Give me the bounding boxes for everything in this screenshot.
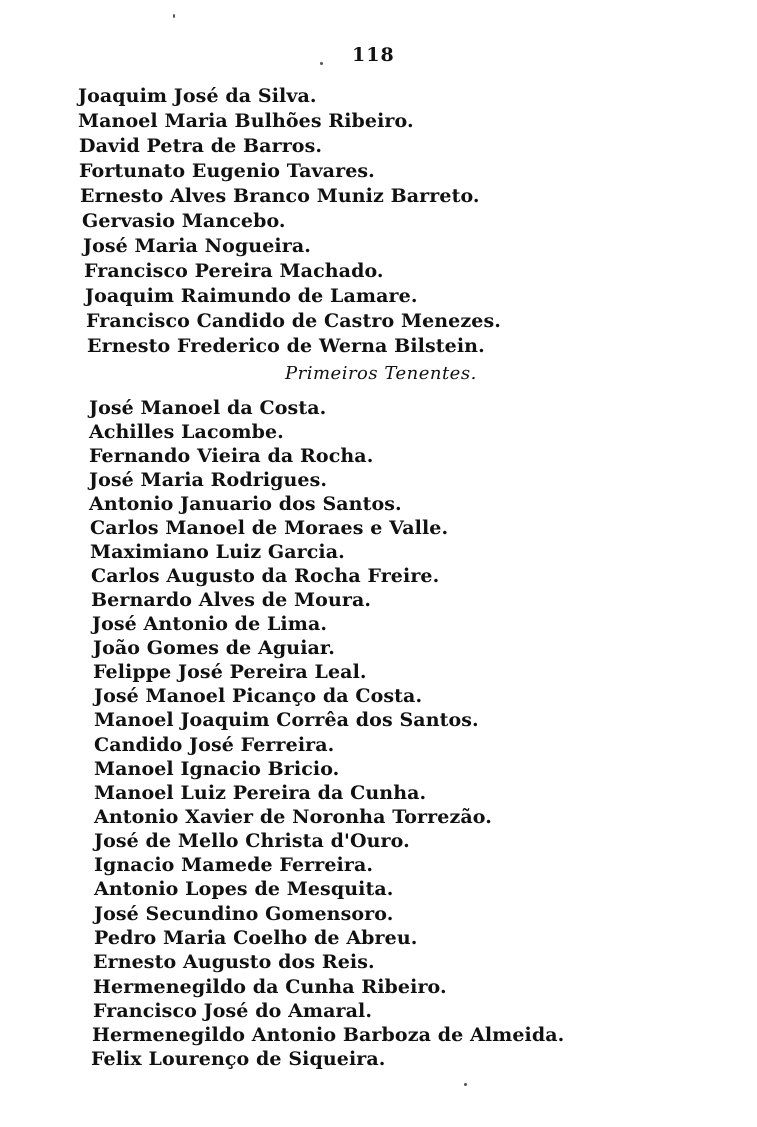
list-item: José Secundino Gomensoro. (94, 903, 394, 925)
list-item: Carlos Augusto da Rocha Freire. (91, 565, 440, 587)
list-item: José Manoel Picanço da Costa. (94, 685, 423, 707)
ink-speck (464, 1083, 467, 1086)
list-item: Pedro Maria Coelho de Abreu. (94, 927, 418, 949)
list-item: Joaquim José da Silva. (78, 85, 317, 107)
section-title: Primeiros Tenentes. (285, 363, 477, 384)
list-item: João Gomes de Aguiar. (93, 637, 336, 659)
list-item: Joaquim Raimundo de Lamare. (85, 285, 418, 307)
list-item: Bernardo Alves de Moura. (91, 589, 372, 611)
list-item: Antonio Lopes de Mesquita. (94, 878, 394, 900)
list-item: José de Mello Christa d'Ouro. (94, 830, 410, 852)
list-item: Maximiano Luiz Garcia. (90, 541, 345, 563)
list-item: José Manoel da Costa. (89, 397, 327, 419)
list-item: Antonio Xavier de Noronha Torrezão. (94, 806, 492, 828)
page-number: 118 (352, 44, 395, 66)
list-item: Manoel Ignacio Bricio. (94, 758, 340, 780)
list-item: Manoel Maria Bulhões Ribeiro. (78, 110, 414, 132)
list-item: Hermenegildo Antonio Barboza de Almeida. (92, 1024, 565, 1046)
list-item: Antonio Januario dos Santos. (89, 493, 402, 515)
list-item: Carlos Manoel de Moraes e Valle. (90, 517, 449, 539)
list-item: Felix Lourenço de Siqueira. (91, 1048, 386, 1070)
list-item: Felippe José Pereira Leal. (93, 661, 367, 683)
list-item: Candido José Ferreira. (94, 734, 335, 756)
list-item: Manoel Luiz Pereira da Cunha. (94, 782, 427, 804)
list-item: José Maria Rodrigues. (89, 469, 328, 491)
list-item: Gervasio Mancebo. (82, 210, 286, 232)
list-item: Francisco Candido de Castro Menezes. (86, 310, 501, 332)
list-item: Ernesto Frederico de Werna Bilstein. (87, 335, 485, 357)
ink-speck (173, 14, 175, 18)
list-item: Ernesto Alves Branco Muniz Barreto. (80, 185, 480, 207)
list-item: Ignacio Mamede Ferreira. (94, 854, 374, 876)
list-item: Achilles Lacombe. (89, 421, 284, 443)
list-item: David Petra de Barros. (79, 135, 323, 157)
ink-speck (320, 62, 323, 65)
list-item: Fernando Vieira da Rocha. (89, 445, 374, 467)
list-item: Francisco Pereira Machado. (84, 260, 384, 282)
list-item: Manoel Joaquim Corrêa dos Santos. (94, 709, 479, 731)
list-item: José Maria Nogueira. (83, 235, 311, 257)
list-item: Ernesto Augusto dos Reis. (93, 951, 375, 973)
list-item: Francisco José do Amaral. (93, 1000, 373, 1022)
list-item: Hermenegildo da Cunha Ribeiro. (93, 976, 447, 998)
list-item: José Antonio de Lima. (92, 613, 328, 635)
list-item: Fortunato Eugenio Tavares. (79, 160, 375, 182)
